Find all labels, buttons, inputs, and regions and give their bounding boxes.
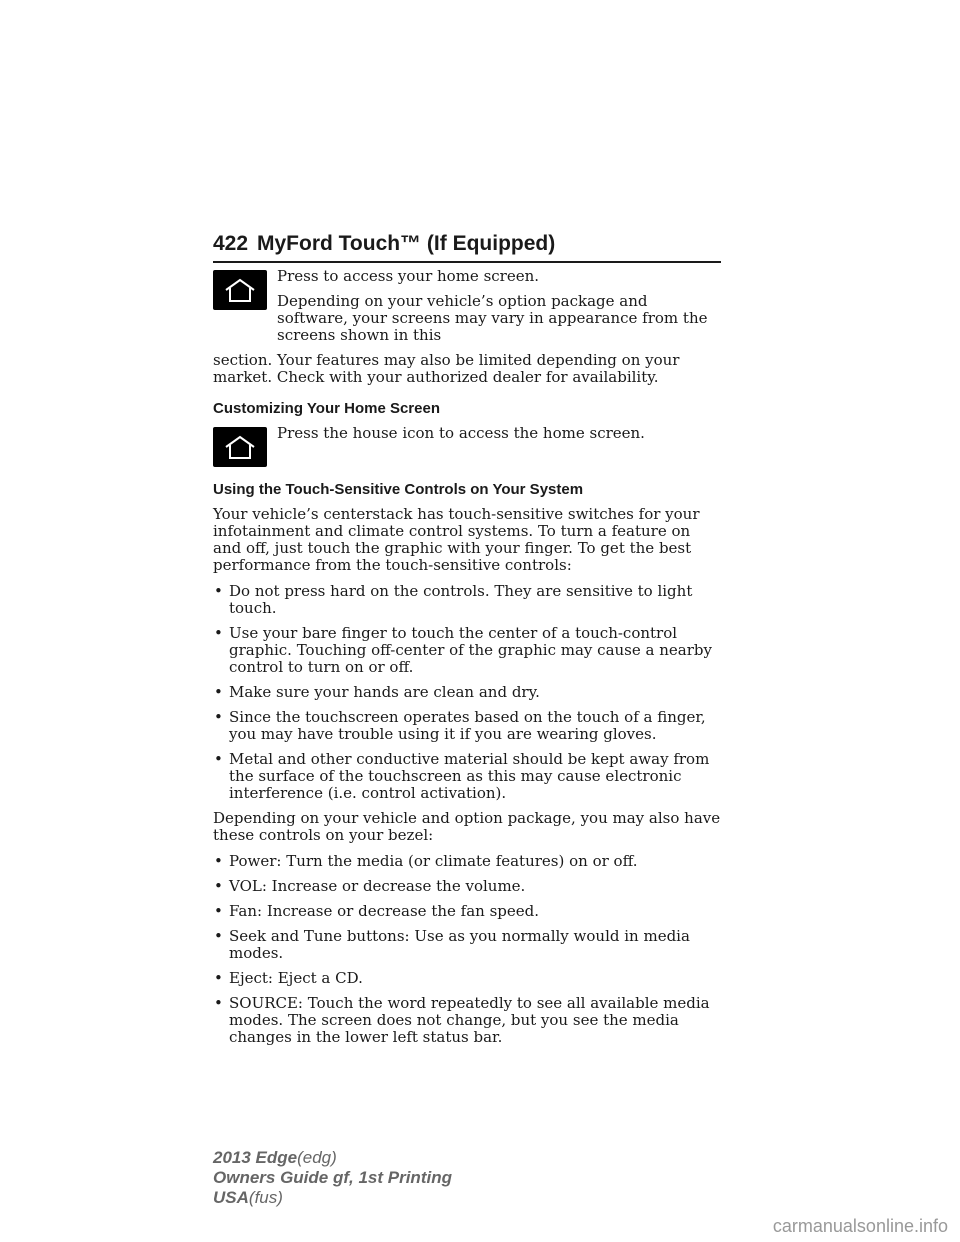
customizing-icon-row (213, 425, 721, 467)
document-footer (213, 1148, 452, 1208)
customizing-description: Press the house icon to access the home screen. (277, 424, 645, 442)
page-header (213, 229, 721, 263)
list-item: • Power: Turn the media (or climate features) on or off. (214, 852, 638, 870)
chapter-title: MyFord Touch™ (If Equipped) (257, 232, 556, 255)
touch-controls-heading: Using the Touch-Sensitive Controls on Your System (213, 481, 584, 498)
list-item: • Metal and other conductive material should be kept away from the surface of the touchscreen as this may cause electronic interference (i.e. control activation). (214, 750, 710, 802)
list-item: • SOURCE: Touch the word repeatedly to see all available media modes. The screen does not change, but you see the media changes in the lower left status bar. (214, 994, 710, 1046)
home-icon (213, 270, 267, 310)
intro-paragraph-continued: section. Your features may also be limited depending on your market. Check with your authorized dealer for availability. (213, 351, 680, 386)
touch-tips-list (213, 583, 721, 802)
intro-paragraph-start: Depending on your vehicle’s option package and software, your screens may vary in appearance from the screens shown in this (277, 292, 708, 344)
page-content (213, 268, 721, 1054)
home-icon (213, 427, 267, 467)
footer-guide: Owners Guide gf, 1st Printing (213, 1168, 452, 1187)
footer-model-code: (edg) (297, 1148, 337, 1167)
customizing-heading: Customizing Your Home Screen (213, 400, 440, 417)
list-item: • Use your bare finger to touch the center of a touch-control graphic. Touching off-center of the graphic may cause a nearby control to turn on or off. (214, 624, 712, 676)
list-item: • Eject: Eject a CD. (214, 969, 363, 987)
list-item: • Fan: Increase or decrease the fan speed. (214, 902, 539, 920)
list-item: • Make sure your hands are clean and dry. (214, 683, 540, 701)
home-icon-description: Press to access your home screen. (277, 267, 540, 285)
list-item: • Since the touchscreen operates based on the touch of a finger, you may have trouble using it if you are wearing gloves. (214, 708, 706, 743)
list-item: • Do not press hard on the controls. They are sensitive to light touch. (214, 582, 693, 617)
footer-model: 2013 Edge (213, 1148, 298, 1167)
bezel-controls-intro: Depending on your vehicle and option package, you may also have these controls on your bezel: (213, 809, 721, 844)
footer-market: USA (213, 1188, 249, 1207)
home-icon-row (213, 268, 721, 352)
footer-market-code: (fus) (248, 1188, 283, 1207)
touch-controls-intro: Your vehicle’s centerstack has touch-sensitive switches for your infotainment and climate control systems. To turn a feature on and off, just touch the graphic with your finger. To get the best performance from the touch-sensitive controls: (213, 505, 700, 574)
watermark: carmanualsonline.info (772, 1216, 948, 1236)
page-number: 422 (213, 232, 249, 255)
bezel-controls-list (213, 853, 721, 1046)
list-item: • VOL: Increase or decrease the volume. (214, 877, 526, 895)
list-item: • Seek and Tune buttons: Use as you normally would in media modes. (214, 927, 690, 962)
